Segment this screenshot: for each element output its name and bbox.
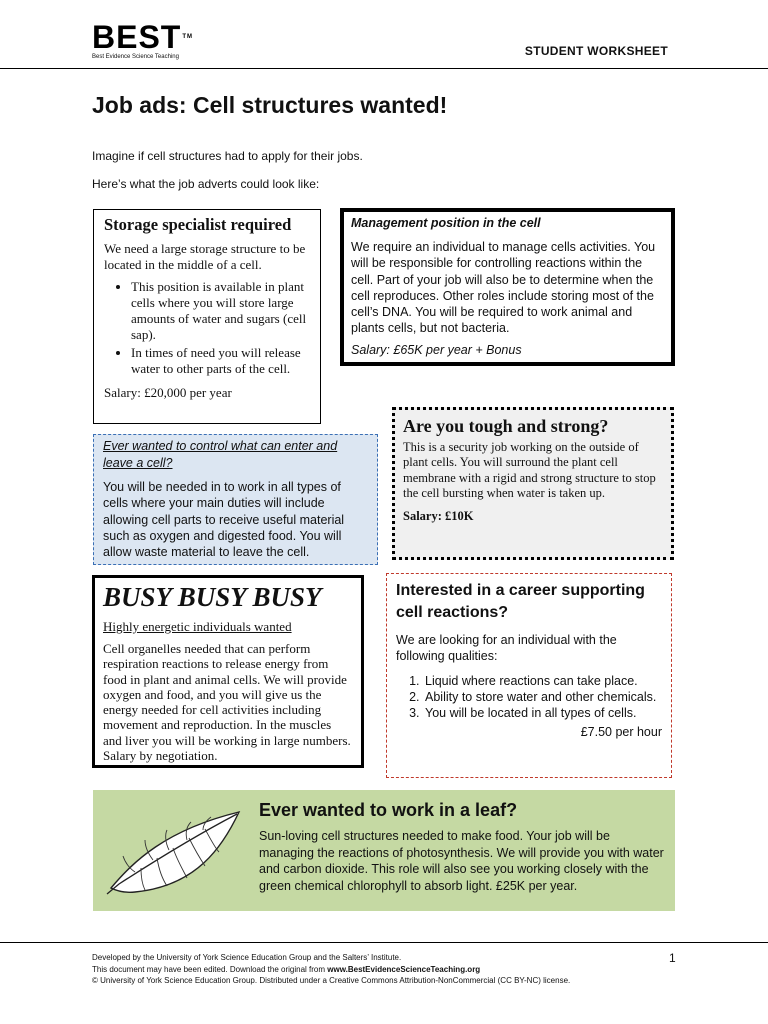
header-label: STUDENT WORKSHEET: [524, 44, 668, 58]
ad-body: We are looking for an individual with the following qualities:: [396, 633, 617, 664]
footer-download-note: [92, 964, 570, 976]
ad-tough-and-strong: [392, 407, 674, 560]
ad-leaf: [93, 790, 675, 911]
ad-salary: Salary: £20,000 per year: [104, 385, 232, 400]
ad-heading: Ever wanted to work in a leaf?: [259, 800, 518, 820]
ad-heading: BUSY BUSY BUSY: [103, 582, 322, 612]
list-item: 3. You will be located in all types of cells.: [423, 705, 662, 721]
page-number: 1: [669, 951, 676, 965]
ad-heading: Interested in a career supporting cell reactions?: [396, 582, 645, 621]
header-divider: [0, 68, 768, 69]
logo-text: BEST: [92, 19, 182, 55]
ad-numbered-list: [396, 673, 662, 722]
ad-body: Cell organelles needed that can perform respiration reactions to release energy from food in plant and animal cells. We will provide oxygen and food, and you will give us the energy needed for cell activities including movement and reproduction. In the muscles and liver you will be working in large numbers. Salary by negotiation.: [103, 641, 351, 764]
ad-busy: [92, 575, 364, 768]
footer-credit: Developed by the University of York Science Education Group and the Salters’ Institute.: [92, 953, 402, 962]
ad-subheading: Highly energetic individuals wanted: [103, 619, 292, 634]
ad-body: You will be needed in to work in all types of cells where your main duties will include allowing cell parts to receive useful material such as oxygen and digested food. You will allow waste material to leave the cell.: [103, 480, 345, 560]
footer-download-text: This document may have been edited. Download the original from: [92, 964, 328, 974]
logo-subtitle: Best Evidence Science Teaching: [92, 54, 179, 60]
ad-heading: Ever wanted to control what can enter and leave a cell?: [103, 439, 338, 470]
intro-line-2: Here’s what the job adverts could look like:: [92, 177, 320, 191]
leaf-icon: [105, 802, 245, 898]
footer: [92, 952, 570, 987]
ad-heading: Management position in the cell: [351, 216, 541, 230]
ad-heading: Are you tough and strong?: [403, 416, 609, 436]
ad-control-entry: [93, 434, 378, 565]
ad-body: This is a security job working on the outside of plant cells. You will surround the plant cell membrane with a rigid and strong structure to stop the cell bursting when water is taken up.: [403, 440, 656, 500]
logo-trademark: TM: [182, 34, 194, 40]
list-item: • This position is available in plant cells where you will store large amounts of water and sugars (cell sap).: [131, 279, 310, 343]
page-title: Job ads: Cell structures wanted!: [92, 92, 448, 118]
list-item: 1. Liquid where reactions can take place.: [423, 673, 662, 689]
ad-salary: Salary: £10K: [403, 509, 474, 524]
ad-management-position: [340, 208, 675, 366]
ad-salary: Salary: £65K per year + Bonus: [351, 342, 522, 357]
ad-bullet-list: [104, 279, 310, 377]
ad-body: We require an individual to manage cells activities. You will be responsible for controlling reactions within the cell. Part of your job will also be to determine when the cell reproduces. Other roles include storing most of the cell’s DNA. You will be required to work animal and plants cells, but not bacteria.: [351, 240, 656, 336]
ad-body: We need a large storage structure to be located in the middle of a cell.: [104, 241, 306, 272]
ad-heading: Storage specialist required: [104, 215, 292, 234]
list-item: 2. Ability to store water and other chemicals.: [423, 689, 662, 705]
intro-line-1: Imagine if cell structures had to apply for their jobs.: [92, 149, 363, 163]
ad-storage-specialist: [93, 209, 321, 424]
footer-website-link[interactable]: www.BestEvidenceScienceTeaching.org: [327, 964, 481, 974]
ad-salary: £7.50 per hour: [580, 725, 662, 740]
footer-divider: [0, 942, 768, 943]
list-item: • In times of need you will release water to other parts of the cell.: [131, 345, 310, 377]
ad-body: Sun-loving cell structures needed to make food. Your job will be managing the reactions of photosynthesis. We will provide you with water and carbon dioxide. This role will also see you working closely with the green chemical chlorophyll to absorb light. £25K per year.: [259, 829, 664, 893]
best-logo: [92, 19, 194, 61]
ad-cell-reactions: [386, 573, 672, 778]
footer-license: © University of York Science Education Group. Distributed under a Creative Commons Attribution-NonCommercial (CC BY-NC) license.: [92, 976, 571, 985]
